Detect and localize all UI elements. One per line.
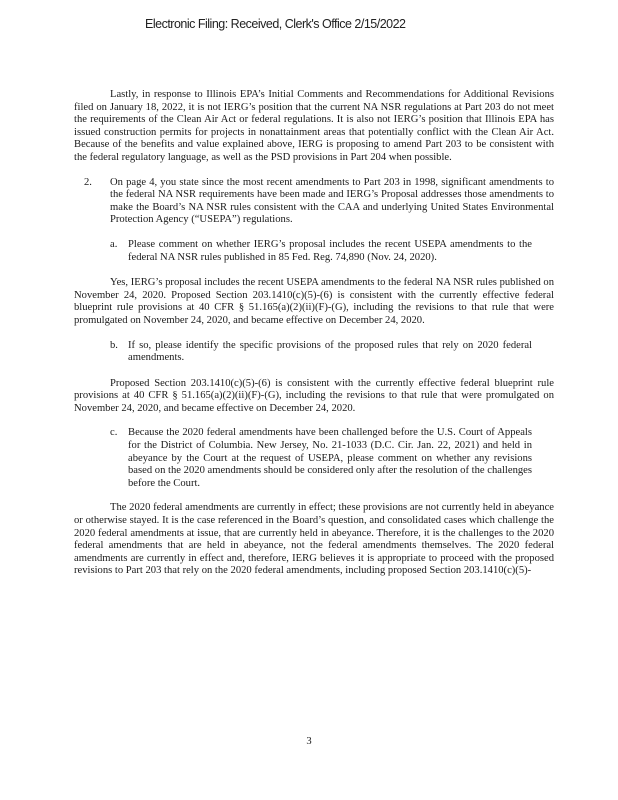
sub-question-a-text: Please comment on whether IERG’s proposal includes the recent USEPA amendments to the federal NA NSR rules published in 85 Fed. Reg. 74,890 (Nov. 24, 2020). bbox=[128, 238, 532, 263]
sub-question-c-label: c. bbox=[110, 427, 118, 439]
answer-b-paragraph: Proposed Section 203.1410(c)(5)-(6) is consistent with the currently effective federal blueprint rule provisions at 40 CFR § 51.165(a)(2)(ii)(F)-(G), including the revisions to that rule that were promulgated on November 24, 2020, and became effective on December 24, 2020. bbox=[74, 377, 554, 414]
filing-stamp: Electronic Filing: Received, Clerk's Office 2/15/2022 bbox=[145, 17, 406, 31]
sub-question-b-text: If so, please identify the specific provisions of the proposed rules that rely on 2020 federal amendments. bbox=[128, 339, 532, 364]
sub-question-c bbox=[110, 427, 554, 490]
sub-question-b bbox=[110, 340, 554, 365]
sub-question-a-label: a. bbox=[110, 238, 118, 250]
sub-question-c-text: Because the 2020 federal amendments have been challenged before the U.S. Court of Appeals for the District of Columbia. New Jersey, No. 21-1033 (D.C. Cir. Jan. 22, 2021) and held in abeyance by the Court at the request of USEPA, please comment on whether any revisions based on the 2020 amendments should be considered only after the resolution of the challenges before the Court. bbox=[128, 427, 532, 489]
answer-a-paragraph: Yes, IERG’s proposal includes the recent USEPA amendments to the federal NA NSR rules published on November 24, 2020. Proposed Section 203.1410(c)(5)-(6) is consistent with the currently effective federal blueprint rule provisions at 40 CFR § 51.165(a)(2)(ii)(F)-(G), including the revisions to that rule that were promulgated on November 24, 2020, and became effective on December 24, 2020. bbox=[74, 277, 555, 326]
question-2-text: On page 4, you state since the most recent amendments to Part 203 in 1998, significant amendments to the federal NA NSR requirements have been made and IERG’s Proposal addresses those amendments to make the Board’s NA NSR rules consistent with the CAA and underlying United States Environmental Protection Agency (“USEPA”) regulations. bbox=[110, 176, 554, 226]
page-number: 3 bbox=[306, 736, 312, 747]
sub-question-a bbox=[110, 239, 554, 264]
answer-c-paragraph: The 2020 federal amendments are currently in effect; these provisions are not currently held in abeyance or otherwise stayed. It is the case referenced in the Board’s question, and consolidated cases which challenge the 2020 federal amendments at issue, that are currently held in abeyance. Therefore, it is the challenges to the 2020 federal amendments that are held in abeyance, not the federal amendments themselves. The 2020 federal amendments are currently in effect and, therefore, IERG believes it is appropriate to proceed with the proposed revisions to Part 203 that rely on the 2020 federal amendments, including proposed Section 203.1410(c)(5)- bbox=[74, 502, 554, 577]
intro-paragraph: Lastly, in response to Illinois EPA’s Initial Comments and Recommendations for Additional Revisions filed on January 18, 2022, it is not IERG’s position that the current NA NSR regulations at Part 203 do not meet the requirements of the Clean Air Act or federal regulations. It is also not IERG’s position that Illinois EPA has issued construction permits for projects in nonattainment areas that potentially conflict with the Clean Air Act. Because of the benefits and value explained above, IERG is proposing to amend Part 203 to be consistent with the federal regulatory language, as well as the PSD provisions in Part 204 when possible. bbox=[74, 89, 554, 163]
document-body bbox=[74, 89, 554, 578]
question-2-label: 2. bbox=[84, 176, 92, 188]
question-2 bbox=[84, 177, 554, 227]
sub-question-b-label: b. bbox=[110, 339, 118, 351]
